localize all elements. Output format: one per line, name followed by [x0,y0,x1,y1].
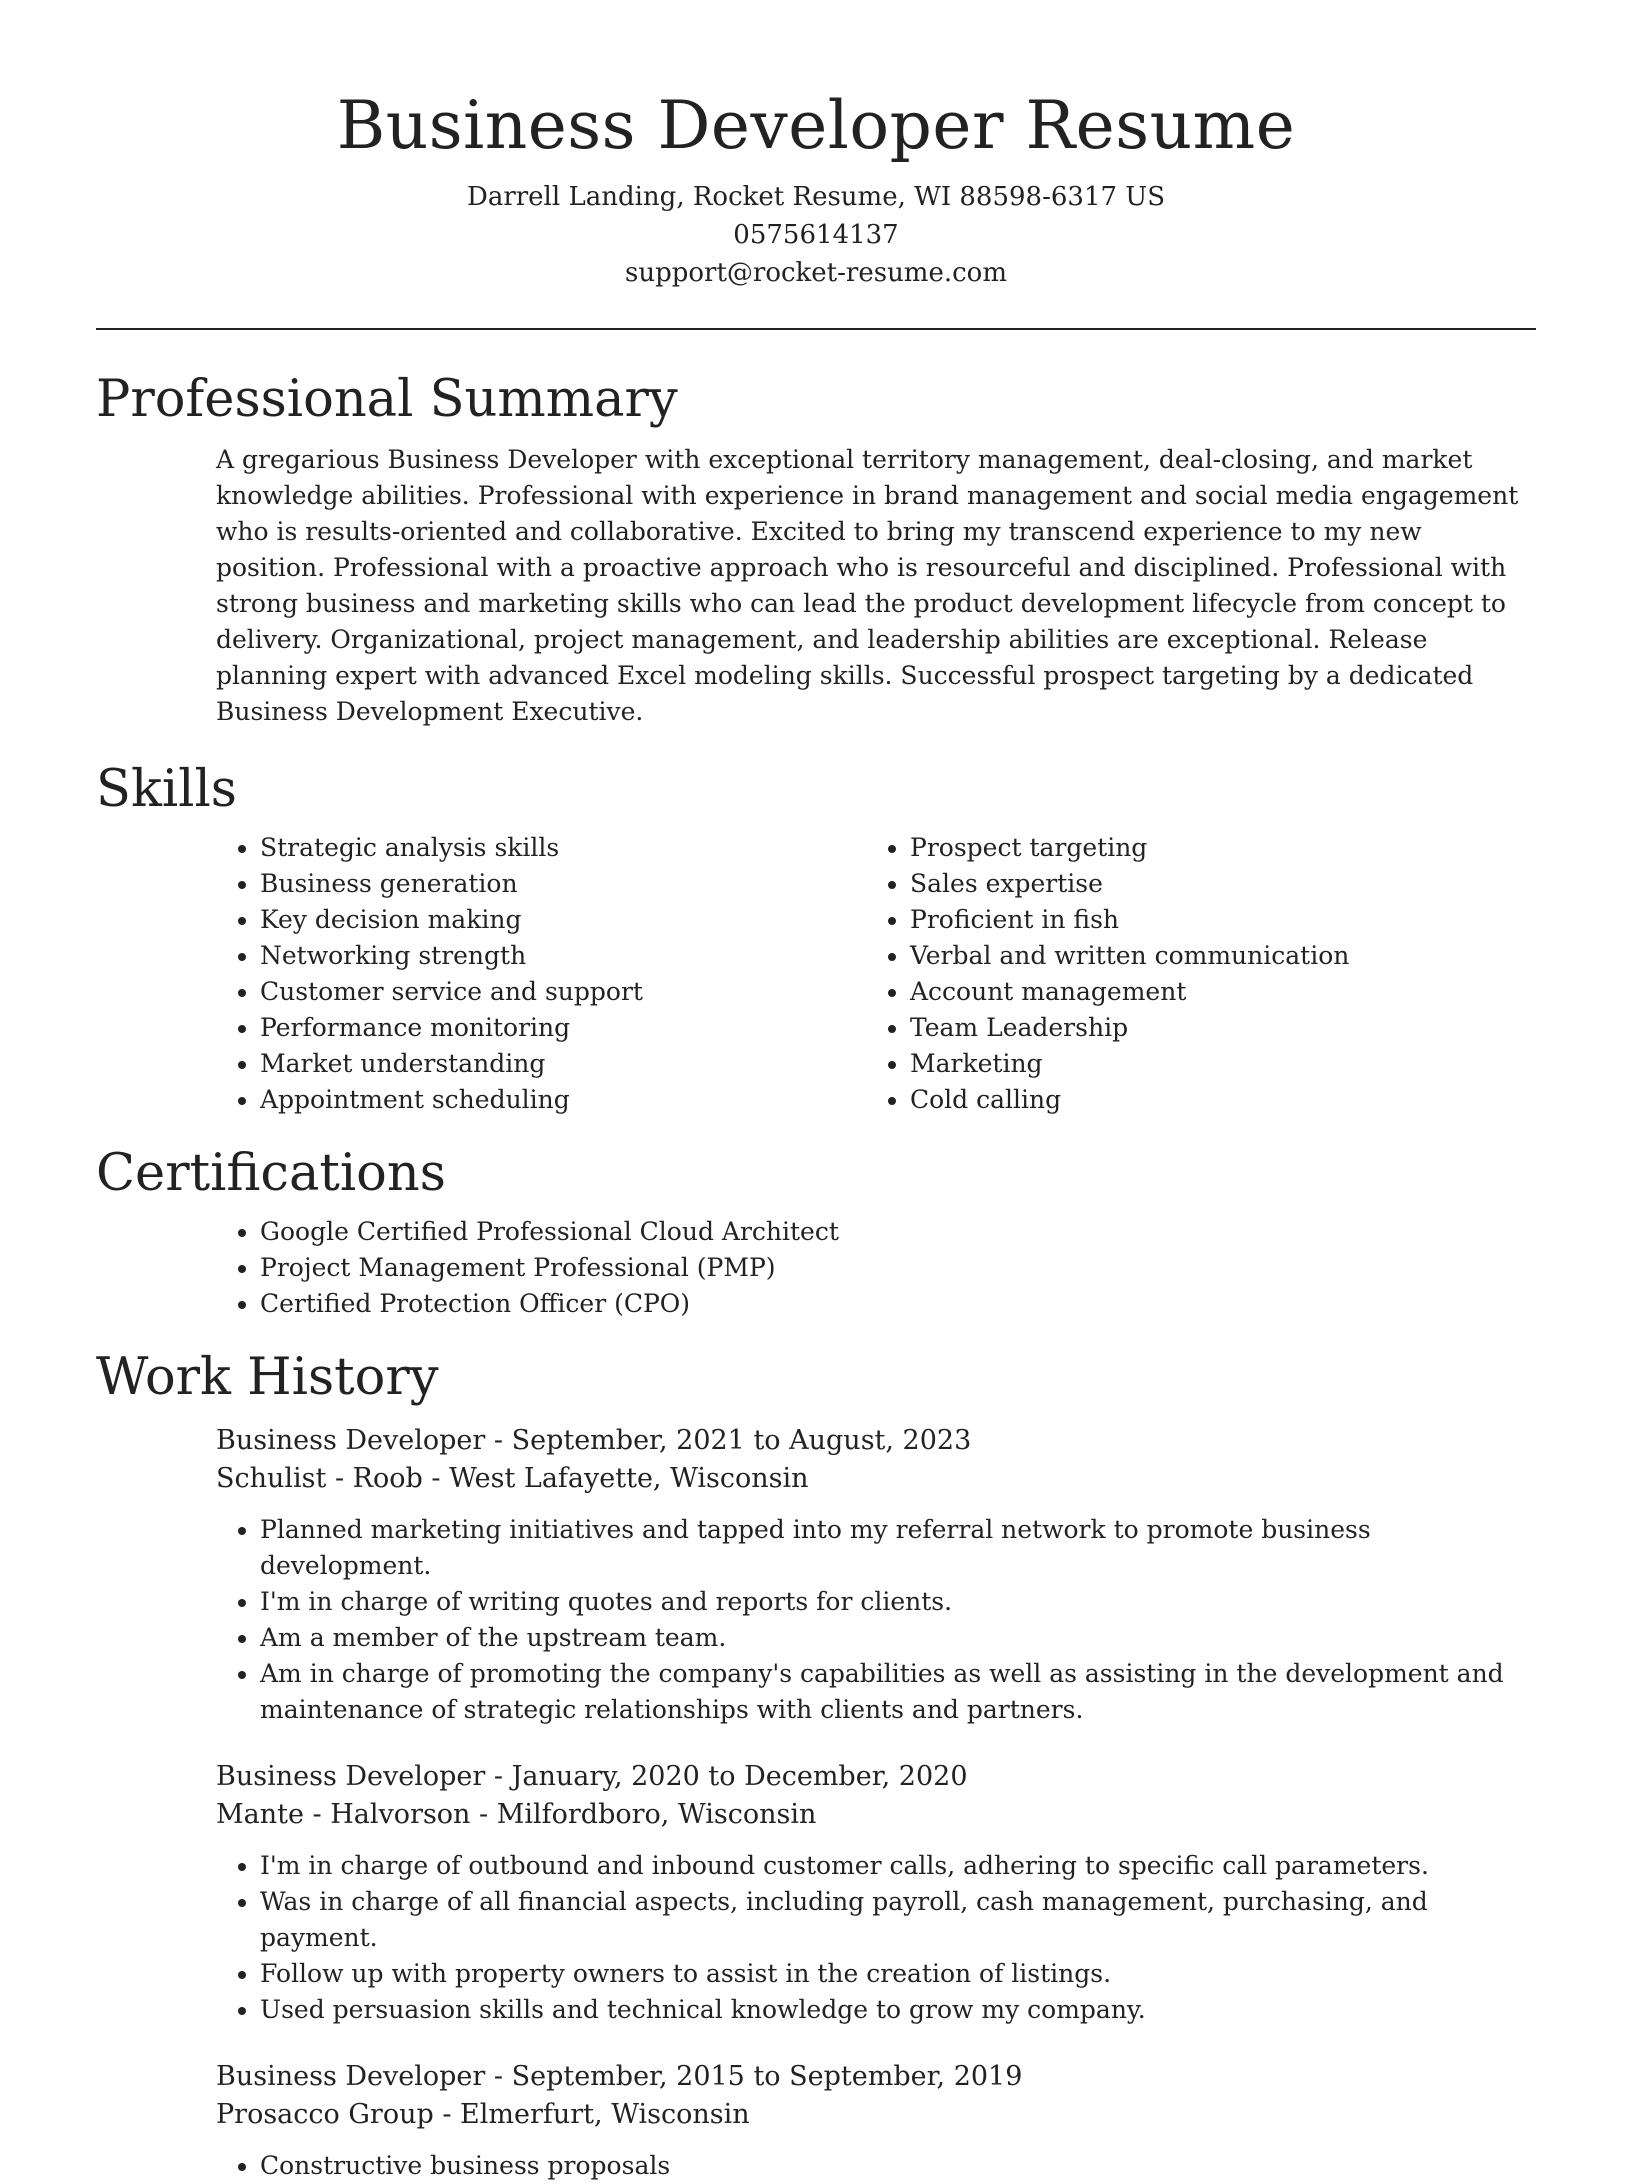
skill-item: • Market understanding [260,1046,866,1082]
certification-item: • Project Management Professional (PMP) [260,1250,1536,1286]
skills-columns [216,830,1536,1118]
skill-item: • Business generation [260,866,866,902]
job-bullet: • Am in charge of promoting the company's capabilities as well as assisting in the development and maintenance of strategic relationships with clients and partners. [260,1656,1536,1728]
certification-item: • Google Certified Professional Cloud Architect [260,1214,1536,1250]
skills-heading: Skills [96,760,237,819]
job-bullet: • Was in charge of all financial aspects, including payroll, cash management, purchasing, and payment. [260,1884,1536,1956]
work-history-section [96,1346,1536,2184]
contact-phone: 0575614137 [733,220,899,250]
job-bullets [216,1848,1536,2028]
skill-item: • Cold calling [910,1082,1516,1118]
job-title-line: Business Developer - September, 2015 to September, 2019 [216,2061,1023,2092]
skills-section [96,758,1536,1118]
skill-item: • Sales expertise [910,866,1516,902]
resume-page [96,0,1536,2184]
certifications-section [96,1142,1536,1322]
job-bullet: • Planned marketing initiatives and tapped into my referral network to promote business development. [260,1512,1536,1584]
resume-title: Business Developer Resume [336,87,1296,164]
job-entry [216,2058,1536,2184]
summary-text: A gregarious Business Developer with exceptional territory management, deal-closing, and market knowledge abilities. Professional with experience in brand management and social media engagement who is results-oriented and collaborative. Excited to bring my transcend experience to my new position. Professional with a proactive approach who is resourceful and disciplined. Professional with strong business and marketing skills who can lead the product development lifecycle from concept to delivery. Organizational, project management, and leadership abilities are exceptional. Release planning expert with advanced Excel modeling skills. Successful prospect targeting by a dedicated Business Development Executive. [216,445,1519,726]
header-divider [96,328,1536,330]
job-bullet: • I'm in charge of outbound and inbound customer calls, adhering to specific call parameters. [260,1848,1536,1884]
skill-item: • Performance monitoring [260,1010,866,1046]
job-entry [216,1422,1536,1728]
skills-column-right [866,830,1516,1118]
job-company-line: Schulist - Roob - West Lafayette, Wisconsin [216,1463,809,1494]
job-entry [216,1758,1536,2028]
skill-item: • Prospect targeting [910,830,1516,866]
job-bullets [216,1512,1536,1728]
summary-section [96,368,1536,730]
certification-item: • Certified Protection Officer (CPO) [260,1286,1536,1322]
skill-item: • Account management [910,974,1516,1010]
job-title-line: Business Developer - January, 2020 to December, 2020 [216,1761,968,1792]
job-bullet: • Am a member of the upstream team. [260,1620,1536,1656]
contact-block [96,178,1536,292]
skills-column-left [216,830,866,1118]
skill-item: • Proficient in fish [910,902,1516,938]
job-bullets [216,2148,1536,2184]
skill-item: • Marketing [910,1046,1516,1082]
skill-item: • Networking strength [260,938,866,974]
skill-item: • Key decision making [260,902,866,938]
job-bullet: • I'm in charge of writing quotes and reports for clients. [260,1584,1536,1620]
certifications-list [216,1214,1536,1322]
summary-heading: Professional Summary [96,370,678,429]
skill-item: • Appointment scheduling [260,1082,866,1118]
contact-address: Darrell Landing, Rocket Resume, WI 88598-6317 US [466,182,1166,212]
resume-header [96,0,1536,292]
job-title-line: Business Developer - September, 2021 to August, 2023 [216,1425,972,1456]
certifications-heading: Certifications [96,1144,446,1203]
work-history-heading: Work History [96,1348,439,1407]
job-bullet: • Follow up with property owners to assist in the creation of listings. [260,1956,1536,1992]
skill-item: • Customer service and support [260,974,866,1010]
contact-email: support@rocket-resume.com [624,258,1007,288]
job-bullet: • Used persuasion skills and technical knowledge to grow my company. [260,1992,1536,2028]
job-bullet: • Constructive business proposals [260,2148,1536,2184]
job-company-line: Prosacco Group - Elmerfurt, Wisconsin [216,2099,750,2130]
skill-item: • Strategic analysis skills [260,830,866,866]
skill-item: • Verbal and written communication [910,938,1516,974]
skill-item: • Team Leadership [910,1010,1516,1046]
job-company-line: Mante - Halvorson - Milfordboro, Wisconsin [216,1799,817,1830]
